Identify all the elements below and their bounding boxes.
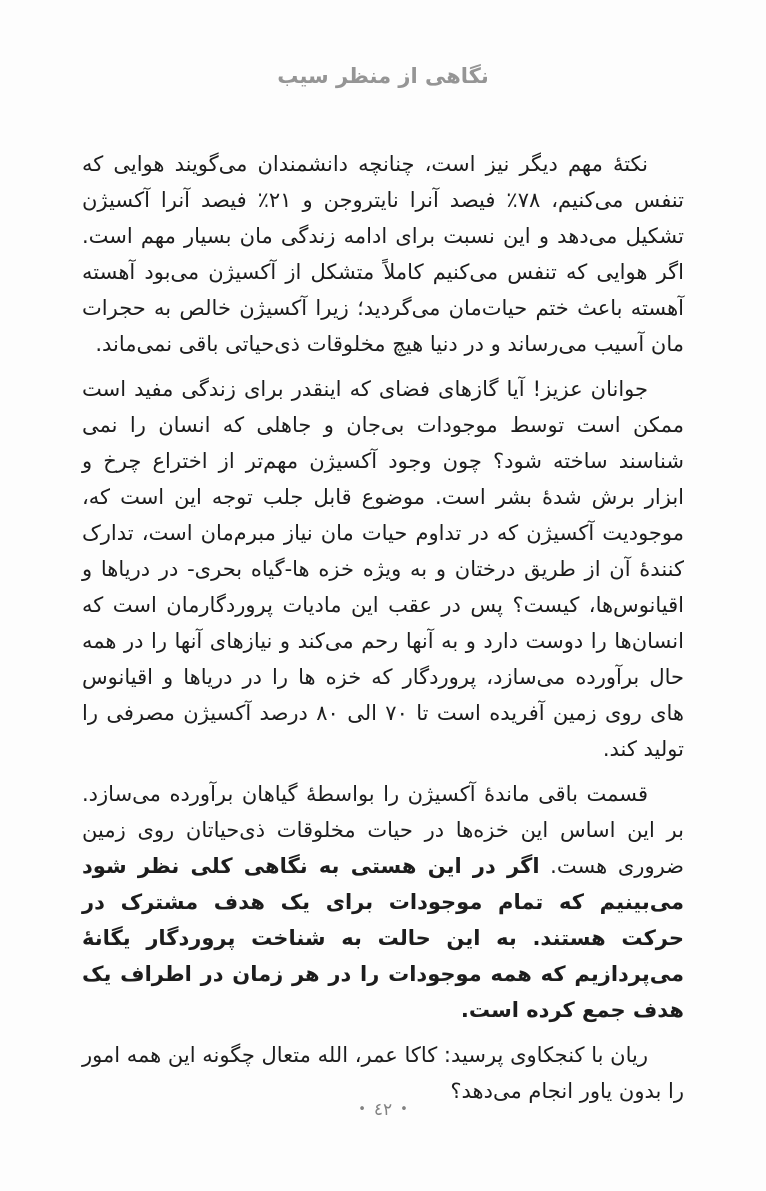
footer-bullet-right: •	[400, 1102, 408, 1117]
footer-bullet-left: •	[358, 1102, 366, 1117]
body-paragraph	[82, 776, 684, 1028]
page-body	[82, 146, 684, 1118]
paragraph-text: ریان با کنجکاوی پرسید: کاکا عمر، الله متعال چگونه این همه امور را بدون یاور انجام می‌دهد؟	[82, 1043, 684, 1103]
page-number: ٤٢	[373, 1100, 393, 1120]
paragraph-text: قسمت باقی ماندهٔ آکسیژن را بواسطهٔ گیاهان برآورده می‌سازد. بر این اساس این خزه‌ها در حیات مخلوقات ذی‌حیاتان روی زمین ضروری هست.	[82, 782, 685, 878]
body-paragraph	[82, 146, 684, 362]
paragraph-text-emphasis: اگر در این هستی به نگاهی کلی نظر شود می‌بینیم که تمام موجودات برای یک هدف مشترک در حرکت هستند. به این حالت به شناخت پروردگار یگانهٔ می‌پردازیم که همه موجودات را در هر زمان در اطراف یک هدف جمع کرده است.	[82, 854, 684, 1022]
page-footer	[0, 1100, 766, 1120]
page-title: نگاهی از منظر سیب	[277, 64, 489, 88]
body-paragraph	[82, 1037, 684, 1109]
body-paragraph	[82, 371, 684, 767]
paragraph-text: جوانان عزیز! آیا گازهای فضای که اینقدر برای زندگی مفید است ممکن است توسط موجودات بی‌جان و جاهلی که انسان را نمی شناسند ساخته شود؟ چون وجود آکسیژن مهم‌تر از اختراع چرخ و ابزار برش شدهٔ بشر است. موضوع قابل جلب توجه این است که، موجودیت آکسیژن که در تداوم حیات مان نیاز مبرم‌مان است، تدارک کنندهٔ آن از طریق درختان و به ویژه خزه ها-گیاه بحری- در دریاها و اقیانوس‌ها، کیست؟ پس در عقب این مادیات پروردگارمان است که انسان‌ها را دوست دارد و به آنها رحم می‌کند و نیازهای آنها را در همه حال برآورده می‌سازد، پروردگار که خزه ها را در دریاها و اقیانوس های روی زمین آفریده است تا ٧٠ الی ٨٠ درصد آکسیژن مصرفی را تولید کند.	[82, 377, 684, 761]
paragraph-text: نکتهٔ مهم دیگر نیز است، چنانچه دانشمندان می‌گویند هوایی که تنفس می‌کنیم، ٧٨٪ فیصد آنرا نایتروجن و ٢١٪ فیصد آنرا آکسیژن تشکیل می‌دهد و این نسبت برای ادامه زندگی مان بسیار مهم است. اگر هوایی که تنفس می‌کنیم کاملاً متشکل از آکسیژن می‌بود آهسته آهسته باعث ختم حیات‌مان می‌گردید؛ زیرا آکسیژن خالص به حجرات مان آسیب می‌رساند و در دنیا هیچ مخلوقات ذی‌حیاتی باقی نمی‌ماند.	[82, 152, 684, 356]
